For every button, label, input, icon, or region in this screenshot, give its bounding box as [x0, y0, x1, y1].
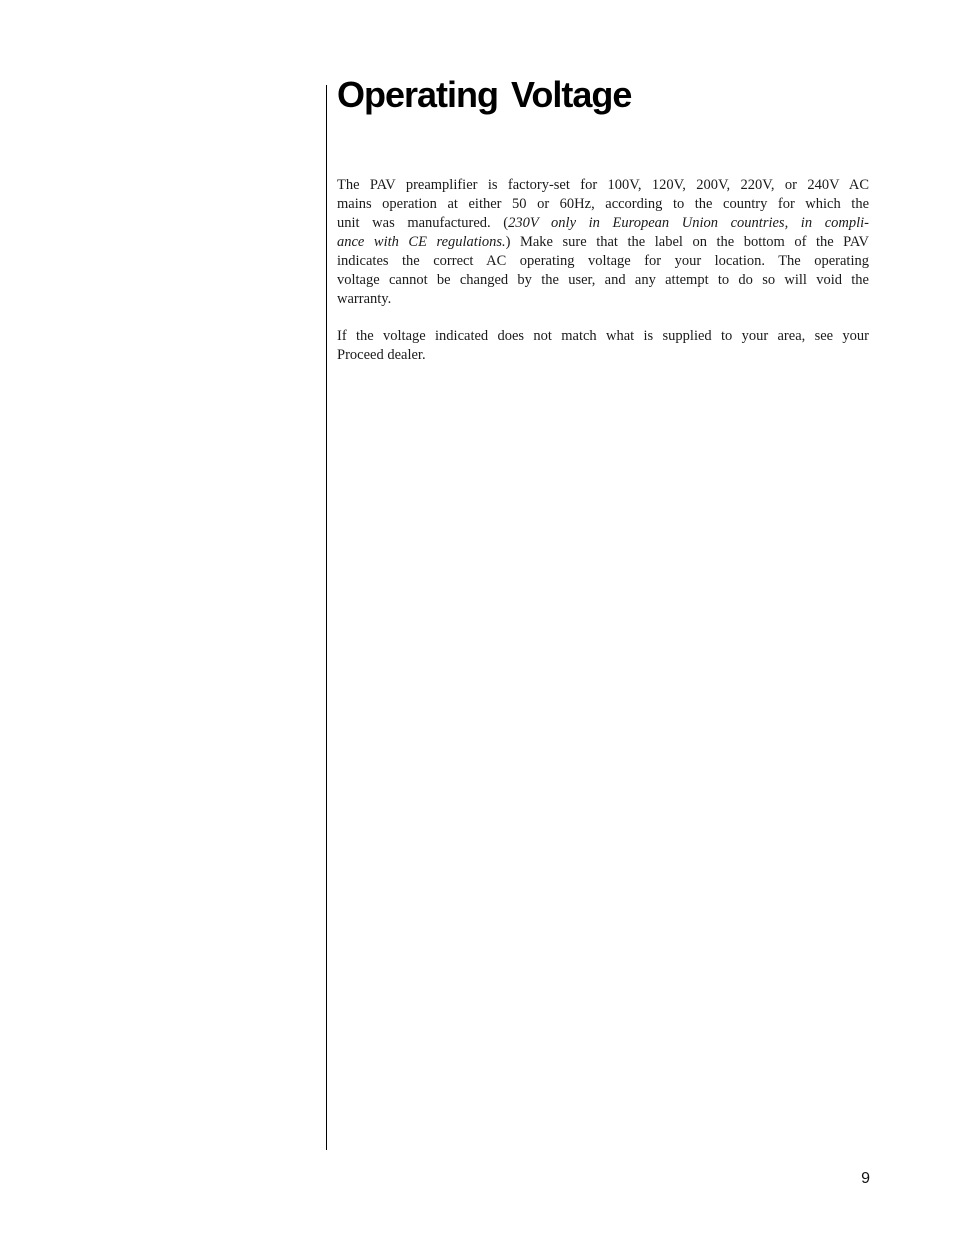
italic-note: 230V only in European Union countries, in compli- [508, 215, 869, 231]
italic-note: ance with CE regulations. [337, 234, 506, 250]
text-line [337, 233, 869, 252]
text-line: The PAV preamplifier is factory-set for 100V, 120V, 200V, 220V, or 240V AC [337, 177, 869, 193]
text-line: indicates the correct AC operating voltage for your location. The operating [337, 253, 869, 269]
vertical-margin-rule [326, 85, 327, 1150]
body-text [337, 176, 869, 383]
text-line: If the voltage indicated does not match what is supplied to your area, see your [337, 328, 869, 344]
paragraph-dealer-contact [337, 327, 869, 365]
text-line [337, 214, 869, 233]
paragraph-voltage-settings [337, 176, 869, 309]
text-run: unit was manufactured. ( [337, 215, 509, 231]
text-line: mains operation at either 50 or 60Hz, according to the country for which the [337, 196, 869, 212]
page-number: 9 [861, 1170, 870, 1187]
text-line: voltage cannot be changed by the user, and any attempt to do so will void the [337, 272, 869, 288]
page-title: Operating Voltage [337, 74, 632, 115]
text-run: ) Make sure that the label on the bottom of the PAV [505, 234, 869, 250]
text-line: Proceed dealer. [337, 347, 426, 363]
text-line: warranty. [337, 291, 392, 307]
